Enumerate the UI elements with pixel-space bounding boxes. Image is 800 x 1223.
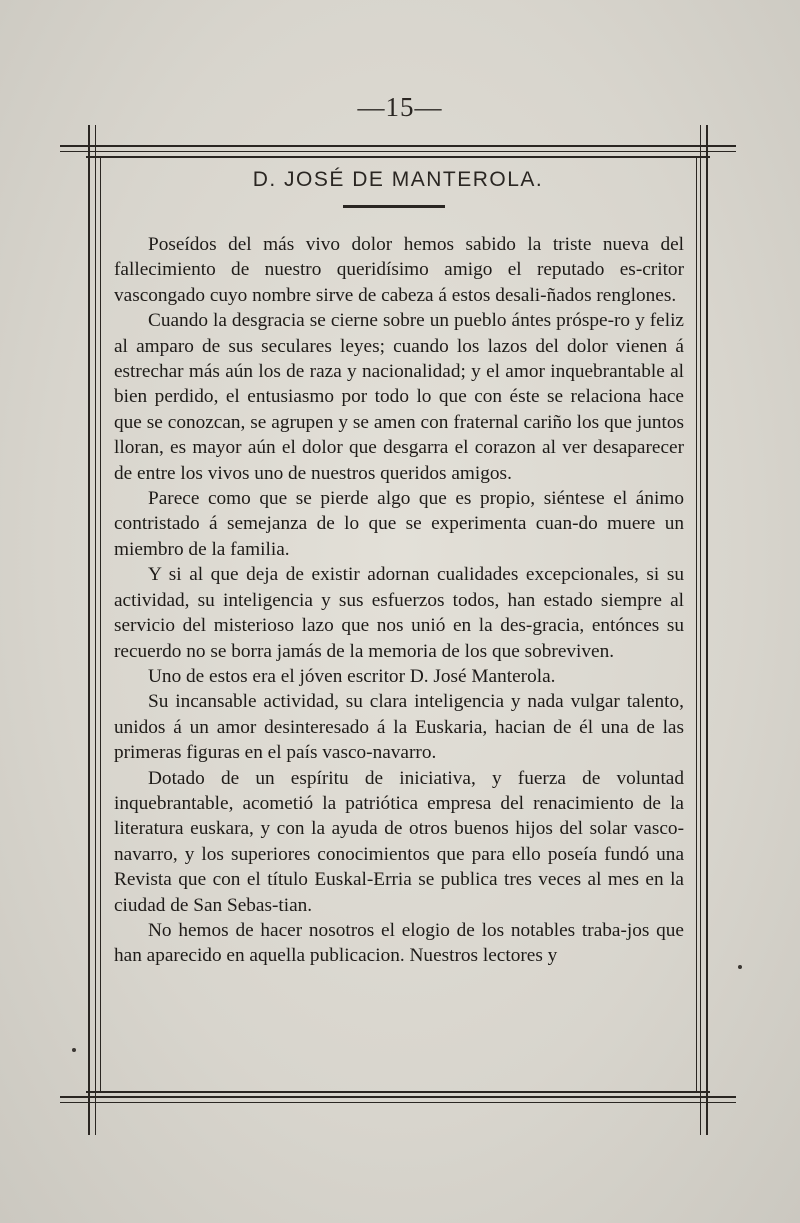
title-underline	[343, 205, 445, 208]
frame-bottom-inner-rule	[86, 1091, 710, 1093]
paragraph: Su incansable actividad, su clara inteligencia y nada vulgar talento, unidos á un amor desinteresado á la Euskaria, hacian de él una de las primeras figuras en el país vasco-navarro.	[114, 691, 684, 764]
frame-left-rule-thin	[95, 125, 96, 1135]
frame-top-inner-rule	[86, 156, 710, 158]
paragraph: Y si al que deja de existir adornan cualidades excepcionales, si su actividad, su inteligencia y sus esfuerzos todos, han estado siempre al servicio del misterioso lazo que nos unió en la des-gracia, entónces su recuerdo no se borra jamás de la memoria de los que sobreviven.	[114, 564, 684, 662]
paragraph: Cuando la desgracia se cierne sobre un pueblo ántes próspe-ro y feliz al amparo de sus seculares leyes; cuando los lazos del dolor vienen á estrechar más aún los de raza y nacionalidad; y el amor inquebrantable al bien perdido, el entusiasmo por todo lo que con éste se relaciona hace que se conozcan, se agrupen y se amen con fraternal cariño los que juntos lloran, es mayor aún el dolor que desgarra el corazon al ver desaparecer de entre los vivos uno de nuestros queridos amigos.	[114, 310, 684, 484]
ink-speck	[72, 1048, 76, 1052]
frame-right-inner-rule	[696, 158, 697, 1091]
frame-bottom-rule	[60, 1096, 736, 1098]
page-number: —15—	[357, 92, 443, 122]
frame-right-rule-thin	[700, 125, 701, 1135]
paragraph: Parece como que se pierde algo que es propio, siéntese el ánimo contristado á semejanza de lo que se experimenta cuan-do muere un miembro de la familia.	[114, 488, 684, 560]
article-title: D. JOSÉ DE MANTEROLA.	[252, 168, 544, 191]
frame-left-rule	[88, 125, 90, 1135]
frame-right-rule	[706, 125, 708, 1135]
frame-top-rule	[60, 145, 736, 147]
frame-bottom-rule-thin	[60, 1102, 736, 1103]
paragraph: Dotado de un espíritu de iniciativa, y fuerza de voluntad inquebrantable, acometió la patriótica empresa del renacimiento de la literatura euskara, y con la ayuda de otros buenos hijos del solar vasco-navarro, y los superiores conocimientos que para ello poseía fundó una Revista que con el título Euskal-Erria se publica tres veces al mes en la ciudad de San Sebas-tian.	[114, 767, 684, 916]
frame-left-inner-rule	[100, 158, 101, 1091]
ink-speck	[738, 965, 742, 969]
frame-top-rule-thin	[60, 151, 736, 152]
paragraph: Uno de estos era el jóven escritor D. José Manterola.	[148, 665, 556, 687]
article-body	[114, 232, 684, 969]
paragraph: Poseídos del más vivo dolor hemos sabido la triste nueva del fallecimiento de nuestro queridísimo amigo el reputado es-critor vascongado cuyo nombre sirve de cabeza á estos desali-ñados renglones.	[114, 234, 684, 306]
paragraph: No hemos de hacer nosotros el elogio de los notables traba-jos que han aparecido en aquella publicacion. Nuestros lectores y	[114, 919, 684, 967]
